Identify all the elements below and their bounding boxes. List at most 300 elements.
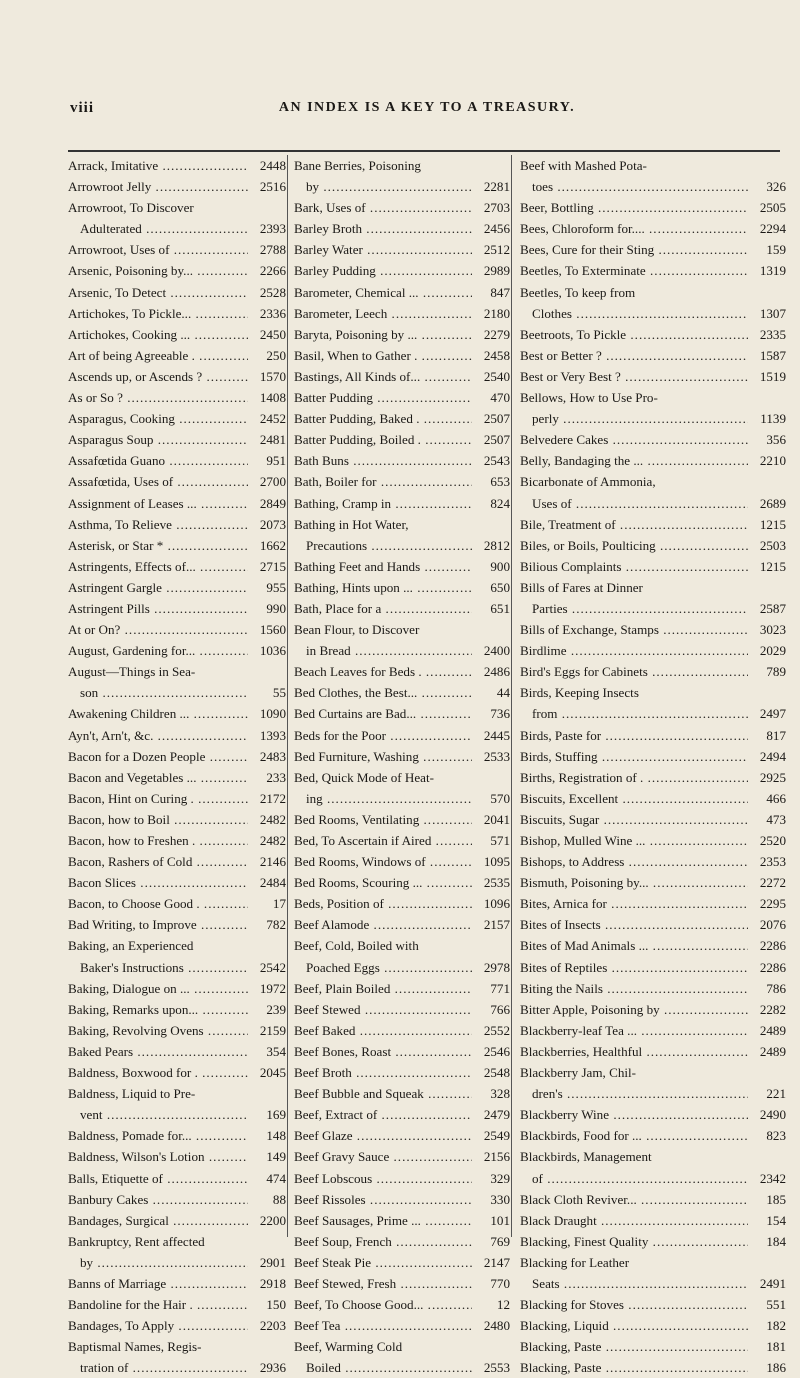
entry-row [520,746,786,767]
entry-row [68,1357,286,1378]
entry-title: Bites of Mad Animals ... ..... [520,935,748,956]
entry-page-number: 2456 [483,221,510,237]
entry-row [520,788,786,809]
entry-page-number: 354 [266,1043,286,1059]
entry-title: Bilious Complaints ..... [520,556,748,577]
entry-title: Beef Sausages, Prime ... ..... [294,1210,472,1231]
entry-title: Baked Pears ..... [68,1041,248,1062]
entry-title: Arrowroot, Uses of ..... [68,239,248,260]
entry-title: Beef, Extract of ..... [294,1104,472,1125]
index-entry [520,619,786,640]
entry-row [68,872,286,893]
entry-title: Bathing, Cramp in ..... [294,493,472,514]
index-entry [68,345,286,366]
index-entry [68,1315,286,1336]
entry-title: Best or Very Best ? ..... [520,366,748,387]
entry-title: Beds, Position of ..... [294,893,472,914]
entry-page-number: 55 [272,685,286,701]
entry-title: Beef, To Choose Good... ..... [294,1294,472,1315]
index-entry [68,767,286,788]
index-entry [520,851,786,872]
entry-row [520,640,786,661]
index-entry [520,429,786,450]
entry-title: Bacon and Vegetables ... ..... [68,767,248,788]
index-column-1 [68,155,286,1376]
entry-row [520,872,786,893]
entry-row [294,725,510,746]
entry-title: Bed Rooms, Windows of ..... [294,851,472,872]
entry-title: Arrack, Imitative ..... [68,155,248,176]
entry-title: Blackberry Wine ..... [520,1104,748,1125]
entry-row [68,303,286,324]
index-entry [68,872,286,893]
entry-page-number: 769 [490,1233,510,1249]
entry-row [294,303,510,324]
index-entry [294,851,510,872]
entry-title: Beef Steak Pie ..... [294,1252,472,1273]
entry-row [520,556,786,577]
entry-page-number: 2041 [483,811,510,827]
entry-title-line: Bean Flour, to Discover [294,622,420,638]
index-entry [68,197,286,239]
index-entry [68,1125,286,1146]
index-entry [520,556,786,577]
index-entry [68,725,286,746]
entry-page-number: 2497 [759,706,786,722]
entry-title: Arsenic, To Detect ..... [68,282,248,303]
entry-row [68,746,286,767]
entry-title: Beef Broth ..... [294,1062,472,1083]
entry-page-number: 650 [490,579,510,595]
entry-title: Asparagus Soup ..... [68,429,248,450]
entry-title-line: Birds, Keeping Insects [520,685,639,701]
entry-title-line: Beetles, To keep from [520,284,636,300]
index-entry [294,1336,510,1378]
entry-page-number: 651 [490,600,510,616]
entry-title: Beef, Plain Boiled ..... [294,978,472,999]
entry-row [520,893,786,914]
entry-title: Baldness, Pomade for... ..... [68,1125,248,1146]
index-entry [68,282,286,303]
entry-row [294,1231,510,1252]
index-entry [520,872,786,893]
index-entry [520,1231,786,1252]
entry-title: Bandoline for the Hair . ..... [68,1294,248,1315]
entry-title: Arrowroot Jelly ..... [68,176,248,197]
index-entry [68,408,286,429]
entry-title: Bed Curtains are Bad... ..... [294,703,472,724]
entry-title: Beef Tea ..... [294,1315,472,1336]
entry-title: Ayn't, Arn't, &c. ..... [68,725,248,746]
entry-row [294,408,510,429]
entry-row [520,450,786,471]
entry-page-number: 186 [766,1360,786,1376]
entry-page-number: 1319 [759,263,786,279]
entry-title: Bed Clothes, the Best... ..... [294,682,472,703]
entry-row [68,640,286,661]
entry-page-number: 150 [266,1297,286,1313]
index-entry [68,535,286,556]
entry-title: Baldness, Boxwood for . ..... [68,1062,248,1083]
index-entry [294,556,510,577]
entry-title: Baking, Remarks upon... ..... [68,999,248,1020]
entry-row [294,176,510,197]
entry-title: Bath Buns ..... [294,450,472,471]
entry-title-line: Bellows, How to Use Pro- [520,390,658,406]
entry-page-number: 782 [266,917,286,933]
entry-row [520,935,786,956]
entry-title: Bacon, Hint on Curing . ..... [68,788,248,809]
entry-row [294,1210,510,1231]
entry-title: Bark, Uses of ..... [294,197,472,218]
entry-page-number: 2715 [259,558,286,574]
entry-row [294,1020,510,1041]
entry-page-number: 771 [490,980,510,996]
running-title: AN INDEX IS A KEY TO A TREASURY. [278,100,576,115]
entry-row [68,493,286,514]
header-rule [68,150,780,152]
entry-title: Biscuits, Sugar ..... [520,809,748,830]
index-entry [520,577,786,619]
entry-page-number: 101 [490,1212,510,1228]
entry-title: Beef Bones, Roast ..... [294,1041,472,1062]
index-entry [294,914,510,935]
index-entry [294,1104,510,1125]
entry-title: Assafœtida Guano ..... [68,450,248,471]
entry-page-number: 2146 [259,854,286,870]
index-entry [520,788,786,809]
entry-row [520,429,786,450]
entry-title: son ..... [68,682,248,703]
entry-row [294,324,510,345]
entry-page-number: 2336 [259,305,286,321]
entry-title: Beef Lobscous ..... [294,1168,472,1189]
index-entry [294,408,510,429]
entry-page-number: 2480 [483,1318,510,1334]
entry-row [520,1125,786,1146]
entry-row [520,1020,786,1041]
index-entry [294,1125,510,1146]
entry-title: Beach Leaves for Beds . ..... [294,661,472,682]
index-entry [520,1041,786,1062]
entry-row [294,493,510,514]
entry-title: Astringent Pills ..... [68,598,248,619]
entry-title: Bed Rooms, Ventilating ..... [294,809,472,830]
entry-page-number: 184 [766,1233,786,1249]
entry-row [68,1168,286,1189]
entry-page-number: 900 [490,558,510,574]
entry-title: Precautions ..... [294,535,472,556]
entry-title: Beetles, To Exterminate ..... [520,260,748,281]
entry-row [520,598,786,619]
entry-row [294,239,510,260]
index-entry [520,450,786,471]
entry-row [294,957,510,978]
entry-page-number: 2549 [483,1128,510,1144]
entry-page-number: 789 [766,664,786,680]
entry-page-number: 356 [766,432,786,448]
entry-title: Bath, Place for a ..... [294,598,472,619]
entry-title: Blackberry-leaf Tea ... ..... [520,1020,748,1041]
entry-row [294,1146,510,1167]
entry-row [520,514,786,535]
entry-row [68,703,286,724]
index-entry [520,514,786,535]
entry-row [520,661,786,682]
entry-row [68,1315,286,1336]
entry-row [68,1252,286,1273]
entry-page-number: 2849 [259,495,286,511]
entry-page-number: 2073 [259,516,286,532]
entry-page-number: 2516 [259,179,286,195]
entry-row [294,682,510,703]
entry-page-number: 1036 [259,643,286,659]
index-entry [68,935,286,977]
entry-title-line: Arrowroot, To Discover [68,200,194,216]
entry-title: Boiled ..... [294,1357,472,1378]
entry-page-number: 2450 [259,326,286,342]
entry-page-number: 2546 [483,1043,510,1059]
entry-title: Bird's Eggs for Cabinets ..... [520,661,748,682]
index-entry [294,260,510,281]
index-entry [294,239,510,260]
entry-page-number: 847 [490,284,510,300]
entry-page-number: 250 [266,347,286,363]
entry-row [68,978,286,999]
entry-title-line: Bankruptcy, Rent affected [68,1233,205,1249]
entry-title: Bishop, Mulled Wine ... ..... [520,830,748,851]
entry-title: Barley Pudding ..... [294,260,472,281]
entry-page-number: 2482 [259,833,286,848]
entry-row [68,345,286,366]
entry-row [294,893,510,914]
entry-row [68,1062,286,1083]
index-entry [520,1357,786,1378]
entry-row [294,598,510,619]
entry-title: Bed, To Ascertain if Aired ..... [294,830,472,851]
entry-row [294,1062,510,1083]
index-entry [294,303,510,324]
entry-title: Baking, Dialogue on ... ..... [68,978,248,999]
index-entry [294,1062,510,1083]
index-entry [68,851,286,872]
entry-page-number: 2489 [759,1022,786,1038]
index-entry [68,387,286,408]
index-entry [68,303,286,324]
entry-title: Bismuth, Poisoning by... ..... [520,872,748,893]
entry-page-number: 736 [490,706,510,722]
entry-title: by ..... [68,1252,248,1273]
index-entry [68,556,286,577]
entry-page-number: 2925 [759,769,786,785]
entry-row [68,809,286,830]
index-entry [68,1273,286,1294]
entry-page-number: 2294 [759,221,786,237]
entry-row [294,1252,510,1273]
entry-row [294,556,510,577]
entry-title: Bites, Arnica for ..... [520,893,748,914]
entry-page-number: 2548 [483,1065,510,1081]
index-entry [520,640,786,661]
entry-row [520,493,786,514]
entry-title: Beer, Bottling ..... [520,197,748,218]
entry-title: dren's ..... [520,1083,748,1104]
entry-page-number: 1408 [259,390,286,406]
entry-title-line: Bills of Fares at Dinner [520,579,643,595]
entry-page-number: 2282 [759,1001,786,1017]
entry-page-number: 824 [490,495,510,511]
index-entry [294,429,510,450]
index-entry [294,471,510,492]
entry-page-number: 817 [766,727,786,743]
entry-page-number: 2489 [759,1043,786,1059]
entry-page-number: 2029 [759,643,786,659]
entry-title: Bees, Chloroform for.... ..... [520,218,748,239]
index-entry [520,1210,786,1231]
entry-page-number: 2507 [483,411,510,427]
index-entry [520,893,786,914]
entry-title: Astringents, Effects of... ..... [68,556,248,577]
entry-title: Banbury Cakes ..... [68,1189,248,1210]
index-entry [520,345,786,366]
page-header [70,100,784,128]
entry-page-number: 2520 [759,833,786,848]
index-entry [294,324,510,345]
entry-title: Beef Alamode ..... [294,914,472,935]
entry-page-number: 2689 [759,495,786,511]
index-entry [520,471,786,513]
entry-page-number: 1560 [259,622,286,638]
entry-title: Astringent Gargle ..... [68,577,248,598]
entry-row [520,260,786,281]
entry-title: tration of ..... [68,1357,248,1378]
entry-page-number: 44 [496,685,510,701]
entry-row [68,914,286,935]
entry-row [520,535,786,556]
index-entry [294,619,510,661]
entry-page-number: 2491 [759,1275,786,1291]
entry-page-number: 2503 [759,537,786,553]
index-entry [294,661,510,682]
entry-row [294,260,510,281]
entry-row [294,450,510,471]
index-entry [520,1336,786,1357]
index-entry [294,682,510,703]
entry-page-number: 2936 [259,1360,286,1376]
entry-page-number: 221 [766,1086,786,1102]
index-entry [520,1125,786,1146]
entry-row [294,1294,510,1315]
entry-page-number: 148 [266,1128,286,1144]
index-entry [520,366,786,387]
index-entry [294,703,510,724]
entry-title: Bad Writing, to Improve ..... [68,914,248,935]
entry-title: Ascends up, or Ascends ? ..... [68,366,248,387]
index-entry [520,155,786,197]
entry-page-number: 474 [266,1170,286,1186]
index-entry [294,450,510,471]
entry-page-number: 2286 [759,938,786,954]
entry-page-number: 2157 [483,917,510,933]
index-entry [294,366,510,387]
entry-title: Beef Glaze ..... [294,1125,472,1146]
entry-title: Banns of Marriage ..... [68,1273,248,1294]
index-entry [294,746,510,767]
index-entry [68,809,286,830]
entry-title: Barometer, Chemical ... ..... [294,282,472,303]
entry-title: Blackbirds, Food for ... ..... [520,1125,748,1146]
index-entry [68,450,286,471]
entry-row [68,471,286,492]
index-entry [68,893,286,914]
index-entry [294,218,510,239]
entry-row [68,767,286,788]
index-entry [68,514,286,535]
entry-page-number: 169 [266,1107,286,1123]
entry-page-number: 2507 [483,432,510,448]
entry-page-number: 951 [266,453,286,469]
index-entry [68,1083,286,1125]
entry-page-number: 2445 [483,727,510,743]
entry-row [520,303,786,324]
index-entry [294,893,510,914]
entry-row [520,345,786,366]
entry-row [68,429,286,450]
index-entry [68,1146,286,1167]
index-entry [294,282,510,303]
entry-row [294,471,510,492]
entry-row [68,1294,286,1315]
index-entry [520,809,786,830]
index-entry [68,661,286,703]
entry-title-line: Bane Berries, Poisoning [294,158,421,173]
entry-page-number: 2540 [483,368,510,384]
entry-row [68,1104,286,1125]
entry-title: Belvedere Cakes ..... [520,429,748,450]
entry-page-number: 2812 [483,537,510,553]
column-divider [511,155,512,1237]
entry-title: Batter Pudding, Baked . ..... [294,408,472,429]
entry-title: Birdlime ..... [520,640,748,661]
entry-title: Baryta, Poisoning by ... ..... [294,324,472,345]
entry-page-number: 330 [490,1191,510,1207]
entry-row [520,1083,786,1104]
entry-row [294,282,510,303]
entry-row [68,1146,286,1167]
entry-page-number: 2543 [483,453,510,469]
index-entry [520,1062,786,1104]
entry-row [520,809,786,830]
entry-title: Beef Soup, French ..... [294,1231,472,1252]
index-entry [294,1252,510,1273]
index-entry [520,324,786,345]
entry-page-number: 571 [490,833,510,848]
index-entry [294,767,510,809]
entry-row [520,408,786,429]
entry-row [520,1273,786,1294]
entry-title: Biscuits, Excellent ..... [520,788,748,809]
entry-page-number: 2210 [759,453,786,469]
entry-page-number: 2901 [259,1254,286,1270]
entry-page-number: 2200 [259,1212,286,1228]
entry-page-number: 1215 [759,558,786,574]
entry-page-number: 2978 [483,959,510,975]
index-entry [68,619,286,640]
entry-title: Barometer, Leech ..... [294,303,472,324]
entry-row [294,577,510,598]
index-column-2 [294,155,510,1376]
index-entry [68,999,286,1020]
